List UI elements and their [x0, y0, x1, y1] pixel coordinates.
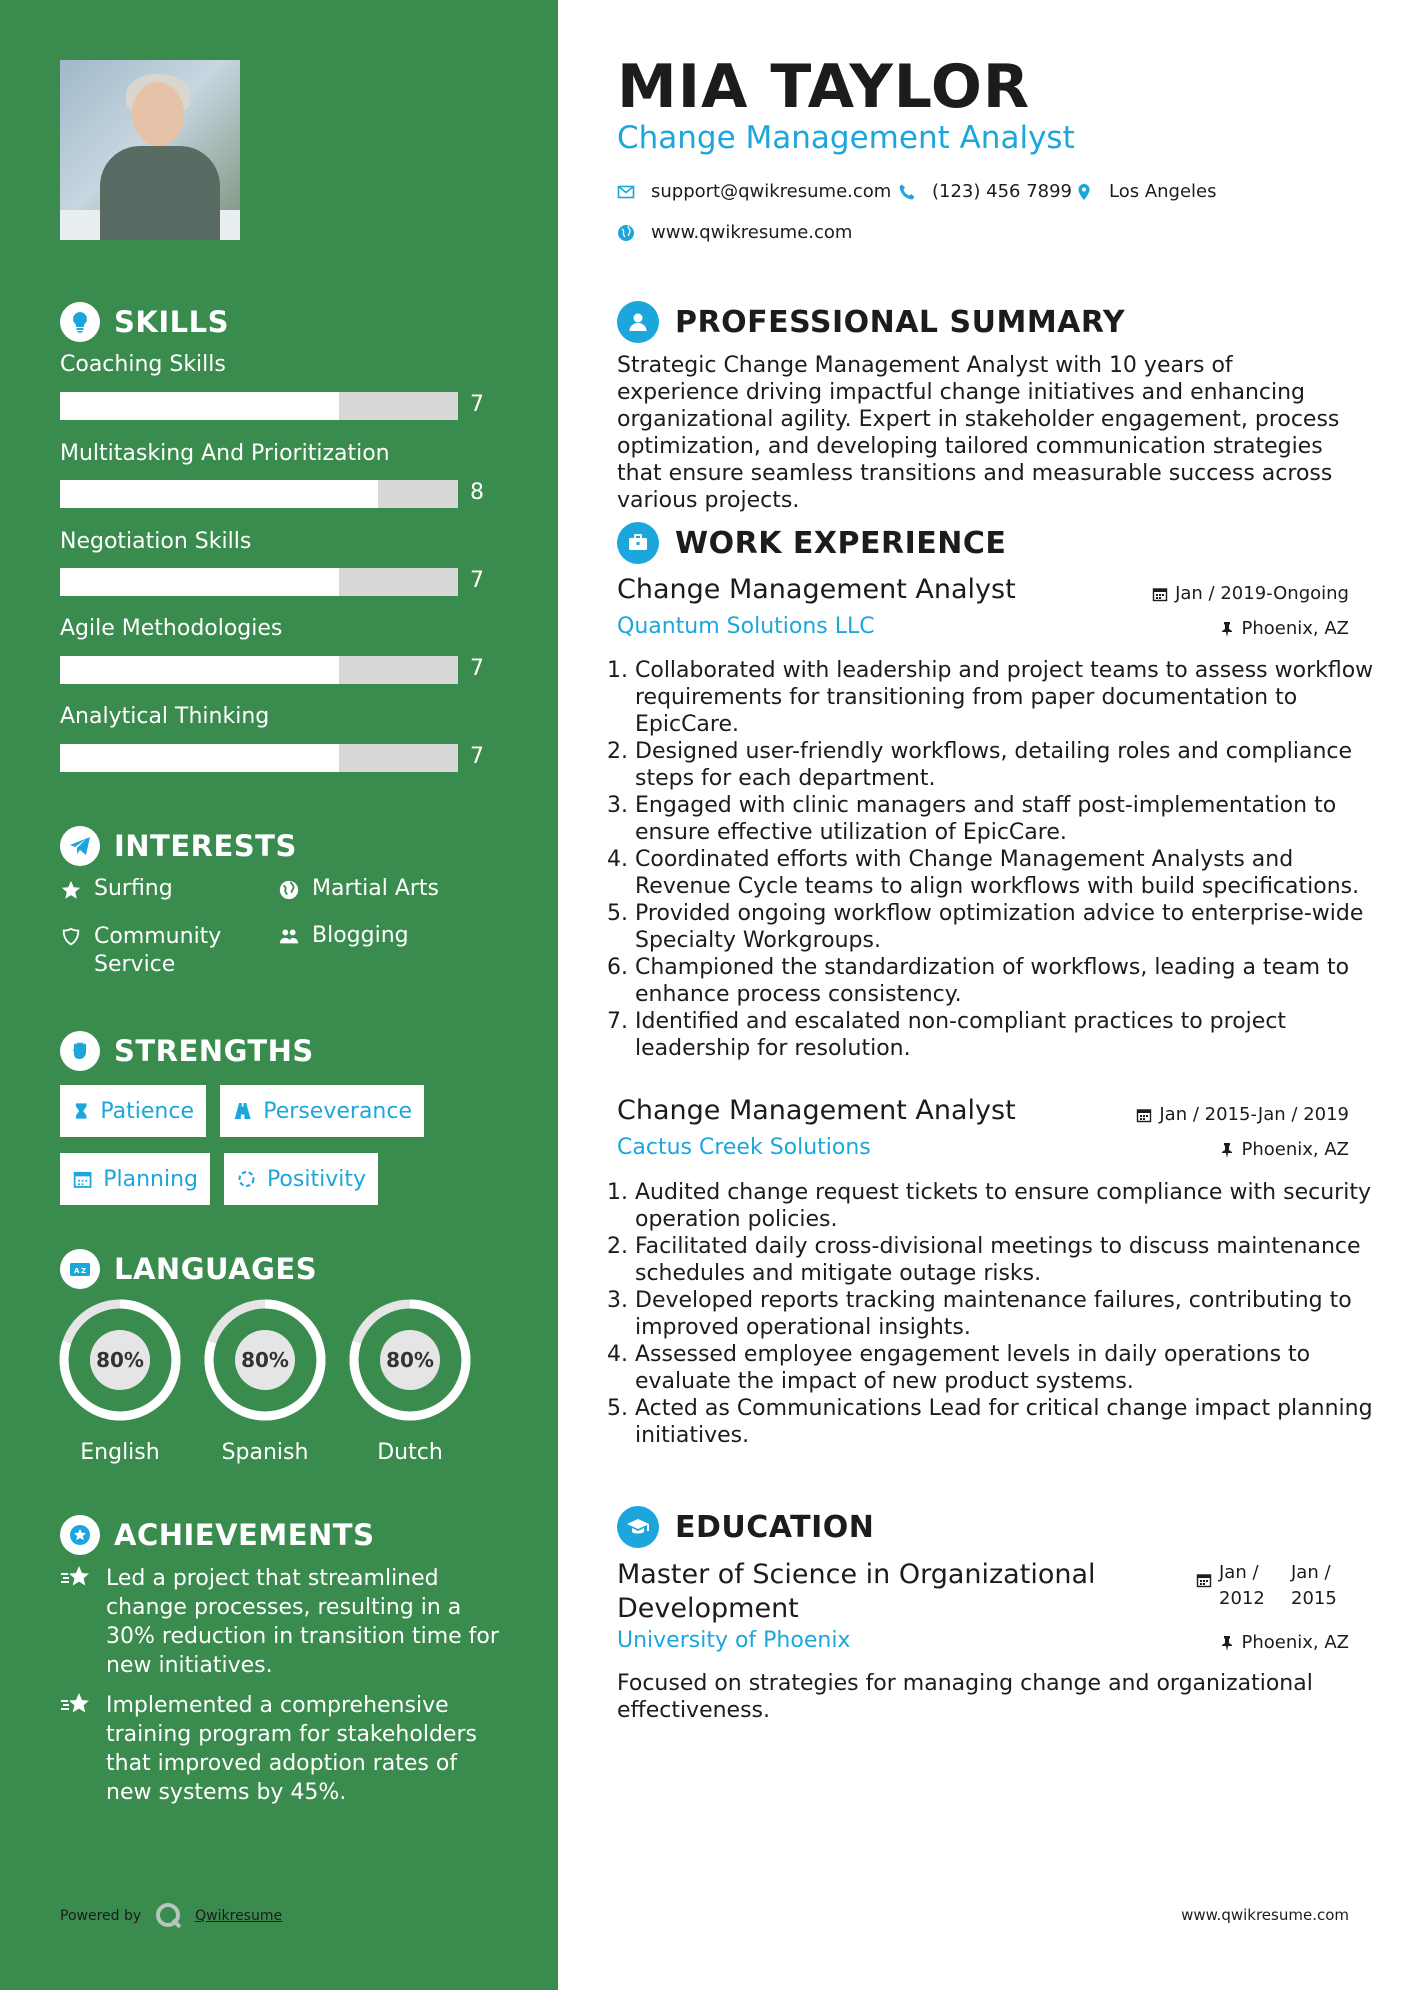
skill-bar-fill	[60, 656, 339, 684]
duty-item: 7. Identified and escalated non-compliant practices to project leadership for resolution.	[635, 1008, 1375, 1062]
qwikresume-logo-icon	[155, 1902, 183, 1930]
language-item	[348, 1298, 472, 1465]
candidate-role: Change Management Analyst	[617, 120, 1075, 156]
strength-badge: Positivity	[224, 1153, 378, 1205]
calendar-icon	[1136, 1107, 1152, 1123]
achievements-heading	[60, 1515, 374, 1555]
languages-heading	[60, 1249, 317, 1289]
star-badge-icon	[60, 1515, 100, 1555]
duty-item: 3. Developed reports tracking maintenance failures, contributing to improved operational insights.	[635, 1287, 1375, 1341]
globe-icon	[278, 879, 300, 901]
language-item	[203, 1298, 327, 1465]
profile-photo	[60, 60, 240, 240]
job-company: Cactus Creek Solutions	[617, 1135, 871, 1160]
language-name: Dutch	[377, 1440, 443, 1465]
duty-item: 2. Facilitated daily cross-divisional meetings to discuss maintenance schedules and mitigate outage risks.	[635, 1233, 1375, 1287]
duty-item: 1. Audited change request tickets to ensure compliance with security operation policies.	[635, 1179, 1375, 1233]
job-title: Change Management Analyst	[617, 574, 1016, 605]
languages-title: LANGUAGES	[114, 1252, 318, 1286]
lightbulb-icon	[60, 302, 100, 342]
education-start: Jan / 2012	[1219, 1562, 1265, 1609]
sidebar	[0, 0, 558, 1990]
interest-item: Surfing	[60, 876, 173, 901]
degree-title: Master of Science in Organizational Development	[617, 1559, 1096, 1624]
circle-notch-icon	[236, 1168, 257, 1190]
powered-by: Powered by Qwikresume	[60, 1902, 282, 1930]
skill-bar	[60, 744, 458, 772]
paper-plane-icon	[60, 826, 100, 866]
achievement-item: Implemented a comprehensive training program for stakeholders that improved adoption rates of new systems by 45%.	[60, 1691, 500, 1807]
interest-item: Martial Arts	[278, 876, 439, 901]
strengths-heading	[60, 1031, 314, 1071]
strength-badge: Planning	[60, 1153, 210, 1205]
duty-item: 5. Acted as Communications Lead for critical change impact planning initiatives.	[635, 1395, 1375, 1449]
job-date: Jan / 2019-Ongoing	[1152, 583, 1349, 604]
skill-label: Analytical Thinking	[60, 704, 270, 729]
language-percent: 80%	[235, 1330, 295, 1390]
user-icon	[617, 301, 659, 343]
language-ring	[203, 1298, 327, 1422]
skill-value: 7	[470, 392, 484, 417]
road-icon	[232, 1100, 253, 1122]
contact-email: support@qwikresume.com	[617, 181, 891, 202]
language-percent: 80%	[380, 1330, 440, 1390]
skill-label: Negotiation Skills	[60, 529, 252, 554]
globe-icon	[617, 224, 635, 242]
job-company: Quantum Solutions LLC	[617, 614, 875, 639]
skill-bar	[60, 568, 458, 596]
envelope-icon	[617, 183, 635, 201]
duty-item: 4. Coordinated efforts with Change Management Analysts and Revenue Cycle teams to align workflows with build specifications.	[635, 846, 1375, 900]
skill-bar	[60, 392, 458, 420]
svg-text:A: A	[74, 1267, 80, 1275]
strength-badge: Patience	[60, 1085, 206, 1137]
qwikresume-link[interactable]: Qwikresume	[195, 1908, 283, 1924]
language-name: Spanish	[221, 1440, 309, 1465]
language-ring	[348, 1298, 472, 1422]
job-duties	[617, 1179, 1375, 1449]
duty-item: 4. Assessed employee engagement levels in daily operations to evaluate the impact of new product systems.	[635, 1341, 1375, 1395]
school-name: University of Phoenix	[617, 1628, 851, 1653]
education-dates	[1196, 1560, 1349, 1612]
pin-icon	[1219, 1635, 1235, 1651]
star-icon	[60, 879, 82, 901]
interests-heading	[60, 826, 297, 866]
job-location: Phoenix, AZ	[1219, 1139, 1350, 1160]
education-end: Jan / 2015	[1291, 1562, 1337, 1609]
strength-badge: Perseverance	[220, 1085, 424, 1137]
calendar-icon	[1196, 1572, 1212, 1588]
phone-icon	[898, 183, 916, 201]
summary-heading: PROFESSIONAL SUMMARY	[617, 301, 1125, 343]
skill-bar	[60, 480, 458, 508]
hourglass-icon	[72, 1100, 90, 1122]
briefcase-icon	[617, 522, 659, 564]
education-description: Focused on strategies for managing change and organizational effectiveness.	[617, 1671, 1313, 1723]
contact-location: Los Angeles	[1075, 181, 1217, 202]
fist-icon	[60, 1031, 100, 1071]
skill-bar-fill	[60, 744, 339, 772]
skills-heading	[60, 302, 229, 342]
skill-value: 8	[470, 480, 484, 505]
skill-value: 7	[470, 656, 484, 681]
star-icon	[60, 1691, 92, 1719]
pin-icon	[1219, 621, 1235, 637]
education-heading: EDUCATION	[617, 1506, 874, 1548]
map-marker-icon	[1075, 183, 1093, 201]
calendar-icon	[1152, 586, 1168, 602]
skill-bar-fill	[60, 480, 378, 508]
job-date: Jan / 2015-Jan / 2019	[1136, 1104, 1349, 1125]
skill-value: 7	[470, 744, 484, 769]
graduation-icon	[617, 1506, 659, 1548]
job-duties	[617, 657, 1375, 1062]
education-location: Phoenix, AZ	[1219, 1632, 1350, 1653]
skill-label: Multitasking And Prioritization	[60, 441, 390, 466]
candidate-name: MIA TAYLOR	[617, 52, 1031, 122]
language-percent: 80%	[90, 1330, 150, 1390]
duty-item: 5. Provided ongoing workflow optimization advice to enterprise-wide Specialty Workgroups.	[635, 900, 1375, 954]
skills-title: SKILLS	[114, 305, 229, 339]
duty-item: 1. Collaborated with leadership and project teams to assess workflow requirements for transitioning from paper documentation to EpicCare.	[635, 657, 1375, 738]
language-name: English	[80, 1440, 160, 1465]
star-icon	[60, 1564, 92, 1592]
language-ring	[58, 1298, 182, 1422]
skill-value: 7	[470, 568, 484, 593]
interest-item: Blogging	[278, 923, 409, 948]
shield-icon	[60, 926, 82, 948]
contact-phone: (123) 456 7899	[898, 181, 1072, 202]
skill-bar-fill	[60, 568, 339, 596]
contact-website: www.qwikresume.com	[617, 222, 852, 243]
interest-item: Community Service	[60, 923, 240, 979]
job-location: Phoenix, AZ	[1219, 618, 1350, 639]
skill-label: Coaching Skills	[60, 352, 226, 377]
language-item	[58, 1298, 182, 1465]
footer-url[interactable]: www.qwikresume.com	[1181, 1906, 1349, 1924]
strengths-title: STRENGTHS	[114, 1034, 314, 1068]
skill-bar	[60, 656, 458, 684]
job-title: Change Management Analyst	[617, 1095, 1016, 1126]
interests-title: INTERESTS	[114, 829, 297, 863]
achievements-title: ACHIEVEMENTS	[114, 1518, 375, 1552]
skill-label: Agile Methodologies	[60, 616, 283, 641]
experience-heading: WORK EXPERIENCE	[617, 522, 1006, 564]
summary-text: Strategic Change Management Analyst with 10 years of experience driving impactful change initiatives and enhancing organizational agility. Expert in stakeholder engagement, process optimization, and developing tailored communication strategies that ensure seamless transitions and measurable success across various projects.	[617, 353, 1340, 513]
pin-icon	[1219, 1142, 1235, 1158]
duty-item: 6. Championed the standardization of workflows, leading a team to enhance process consistency.	[635, 954, 1375, 1008]
svg-text:Z: Z	[81, 1267, 87, 1275]
achievement-item: Led a project that streamlined change processes, resulting in a 30% reduction in transition time for new initiatives.	[60, 1564, 500, 1680]
duty-item: 3. Engaged with clinic managers and staff post-implementation to ensure effective utilization of EpicCare.	[635, 792, 1375, 846]
users-icon	[278, 926, 300, 948]
duty-item: 2. Designed user-friendly workflows, detailing roles and compliance steps for each department.	[635, 738, 1375, 792]
language-icon	[60, 1249, 100, 1289]
skill-bar-fill	[60, 392, 339, 420]
calendar-icon	[72, 1168, 93, 1190]
